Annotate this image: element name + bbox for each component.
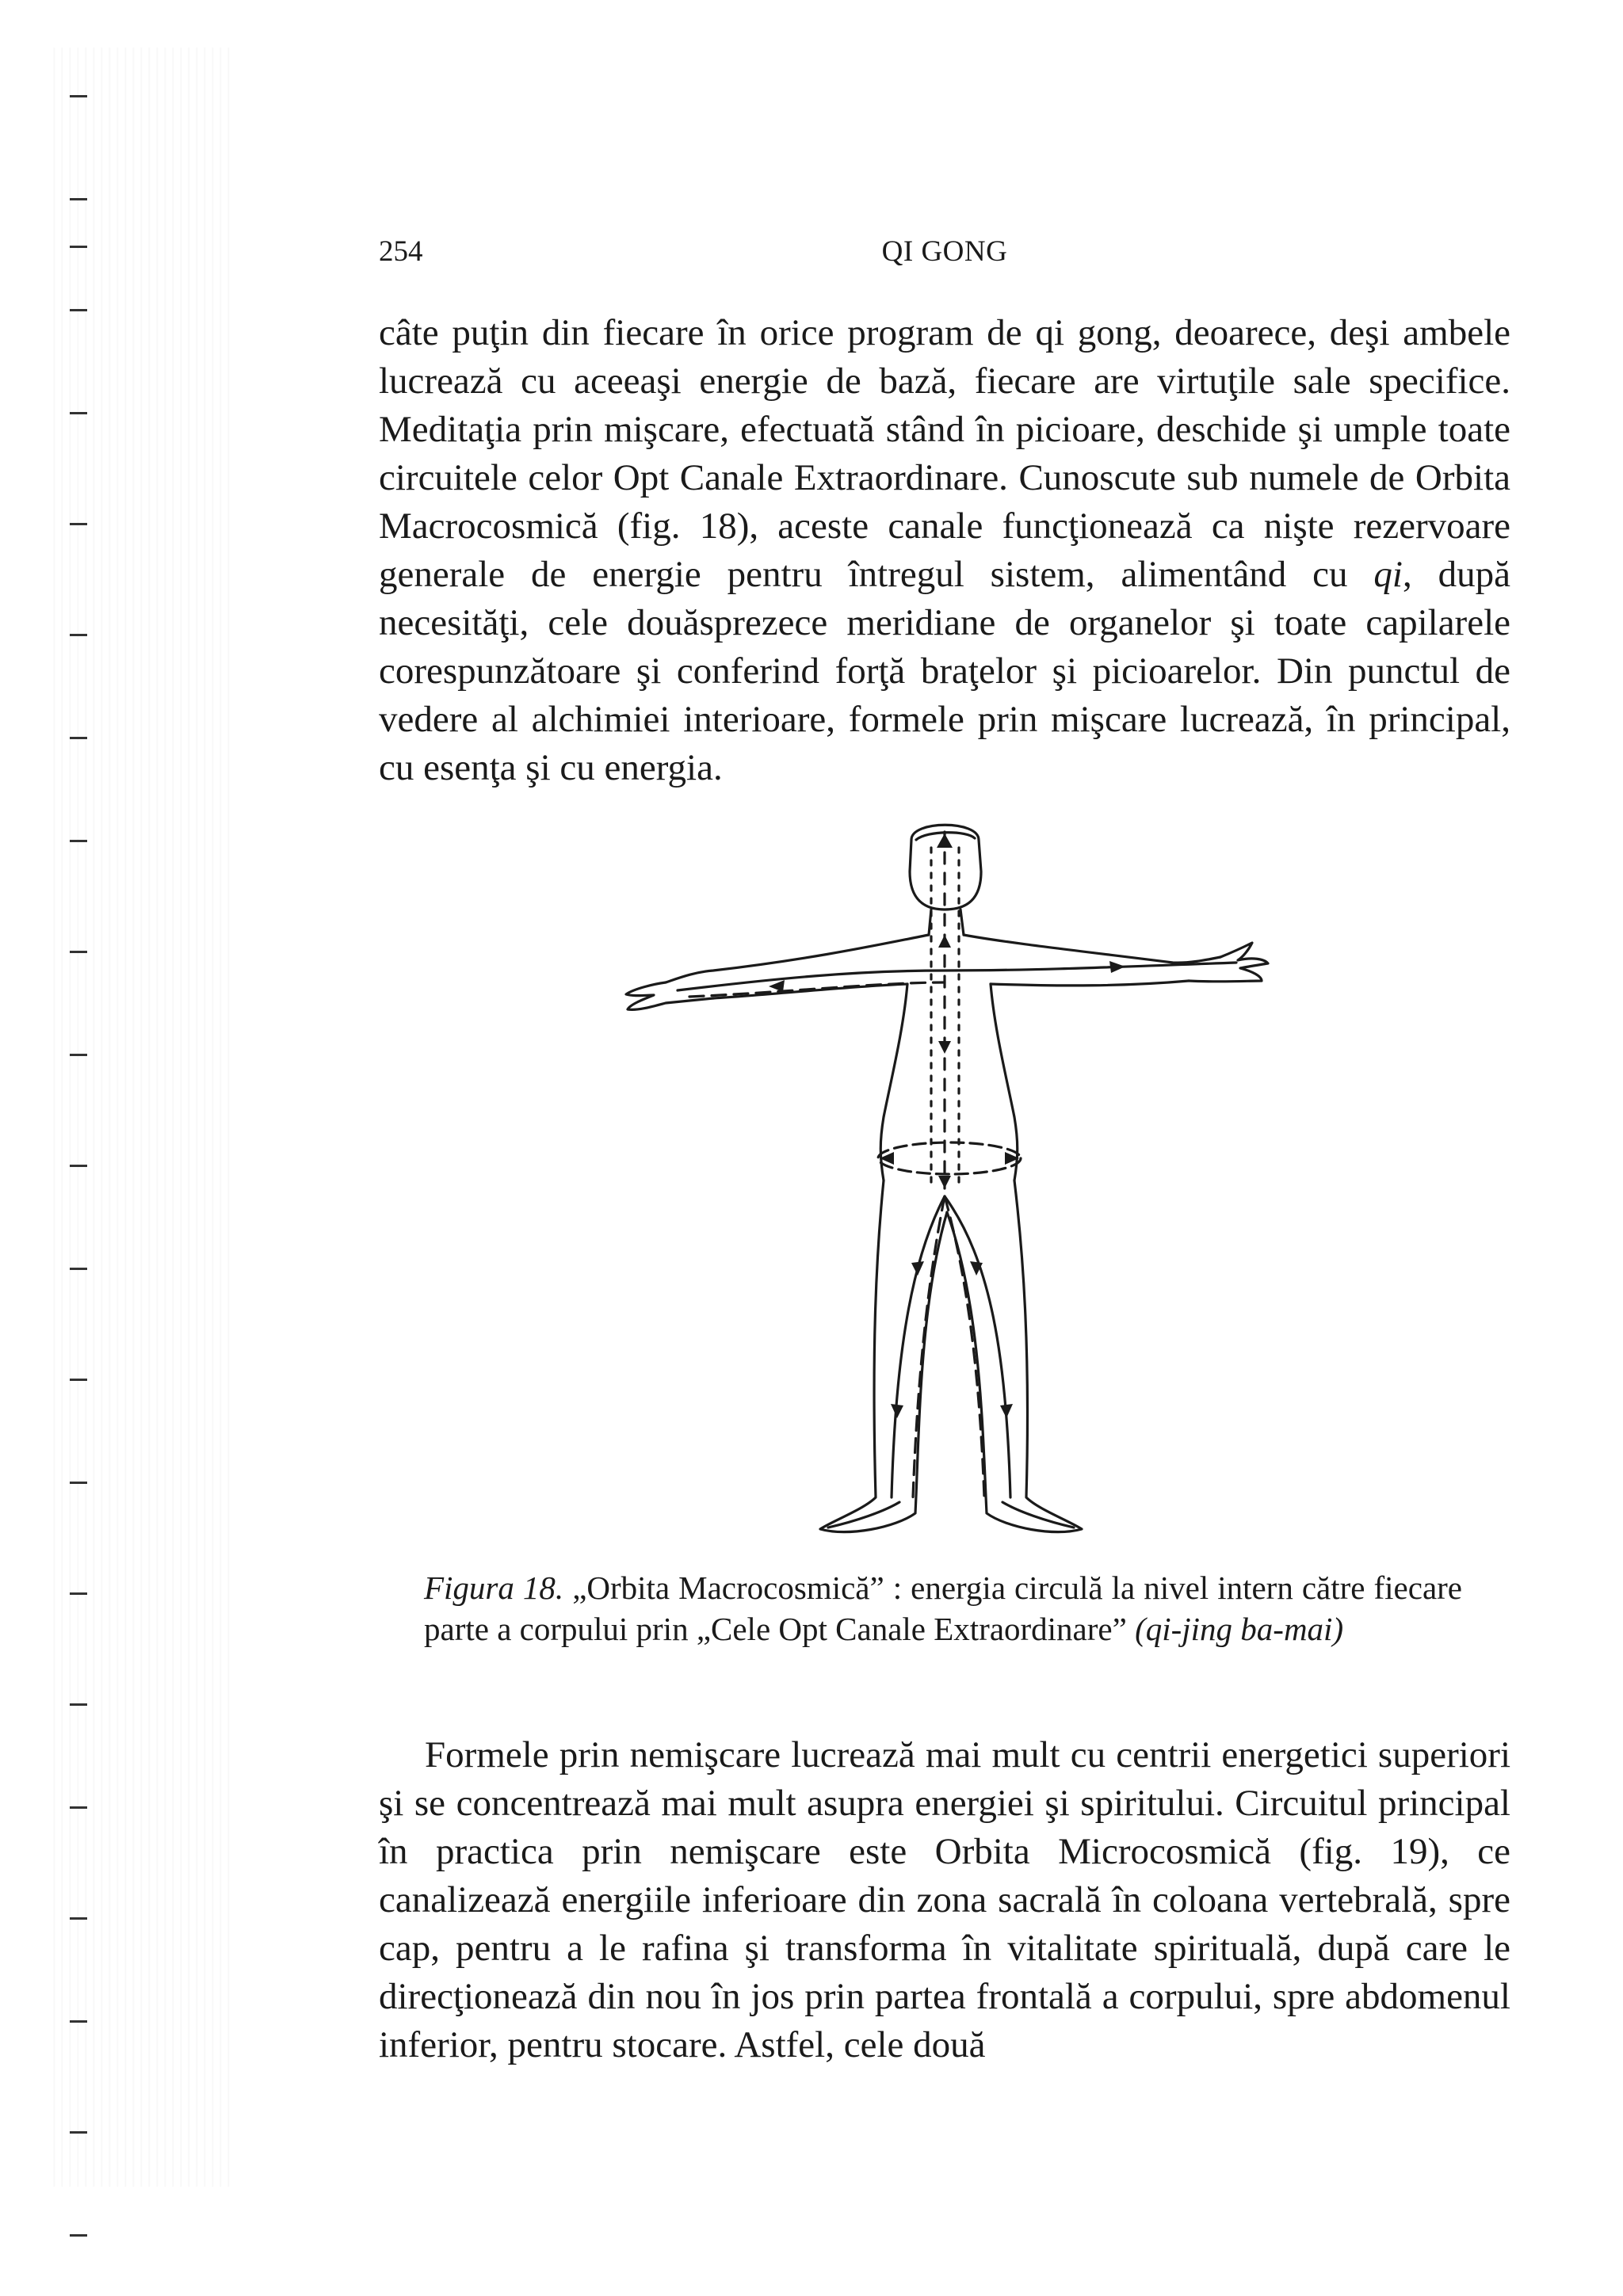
arm-channel: [678, 963, 1236, 990]
human-figure-energy-channels: [618, 816, 1276, 1545]
left-arm-lower: [713, 984, 907, 998]
arrow-right-arm: [1109, 961, 1125, 973]
margin-tick: [70, 246, 87, 248]
margin-tick: [70, 1054, 87, 1056]
margin-tick: [70, 412, 87, 414]
arrow-head-top: [937, 833, 953, 848]
figure-caption: [424, 1567, 1462, 1650]
right-arm-upper: [964, 935, 1220, 963]
arrow-left-arm: [769, 980, 785, 992]
arrowheads: [769, 833, 1125, 1418]
margin-tick: [70, 951, 87, 953]
margin-tick: [70, 737, 87, 739]
right-leg-inner-channel: [945, 1196, 984, 1497]
arrow-left-leg: [891, 1404, 903, 1418]
caption-label: Figura 18.: [424, 1569, 564, 1606]
arrow-down: [938, 1176, 951, 1188]
arrow-right-leg: [1000, 1404, 1013, 1418]
arrow-down: [938, 1041, 951, 1054]
margin-tick: [70, 1165, 87, 1167]
paragraph-text: , după necesităţi, cele douăsprezece meridiane de organelor şi toate capilarele corespunzătoare şi conferind forţă braţelor şi picioarelor. Din punctul de vedere al alchimiei interioare, formele prin mişcare lucrează, în principal, cu esenţa şi cu energia.: [379, 554, 1510, 788]
arrow-up: [938, 935, 951, 948]
body-paragraph-1: [379, 309, 1510, 792]
margin-tick: [70, 1592, 87, 1595]
margin-tick: [70, 309, 87, 311]
margin-tick: [70, 634, 87, 636]
margin-tick: [70, 198, 87, 200]
body-paragraph-2: Formele prin nemişcare lucrează mai mult cu centrii energetici superiori şi se concentrează mai mult asupra energiei şi spiritului. Circuitul principal în practica prin nemişcare este Orbita Microcosmică (fig. 19), ce canalizează energiile inferioare din zona sacrală în coloana vertebrală, spre cap, pentru a le rafina şi transforma în vitalitate spirituală, după care le direcţionează din nou în jos prin partea frontală a corpului, spre abdomenul inferior, pentru stocare. Astfel, cele două: [379, 1734, 1510, 2065]
margin-tick: [70, 2131, 87, 2134]
right-leg-channel: [945, 1196, 1010, 1497]
margin-tick: [70, 1379, 87, 1381]
margin-tick: [70, 1482, 87, 1484]
margin-tick: [70, 2234, 87, 2237]
margin-tick: [70, 840, 87, 842]
caption-text: „Orbita Macrocosmică” : energia circulă la nivel intern către fiecare parte a corpului prin „Cele Opt Canale Extraordinare”: [424, 1569, 1462, 1647]
page-number: 254: [379, 235, 423, 268]
margin-tick: [70, 2020, 87, 2023]
margin-tick: [70, 1806, 87, 1809]
margin-tick: [70, 1917, 87, 1920]
page-header: [379, 235, 1510, 274]
arrow-left-leg-up: [911, 1261, 924, 1276]
belt-channel: [878, 1142, 1021, 1174]
left-arm-upper: [666, 935, 929, 982]
margin-tick: [70, 1268, 87, 1270]
figure-illustration: [618, 816, 1276, 1545]
margin-tick: [70, 95, 87, 97]
italic-term-qi: qi: [1373, 554, 1403, 595]
margin-tick: [70, 1703, 87, 1706]
caption-term: (qi-jing ba-mai): [1135, 1611, 1344, 1647]
paragraph-text: câte puţin din fiecare în orice program de qi gong, deoarece, deşi ambele lucrează cu aceeaşi energie de bază, fiecare are virtuţile sale specifice. Meditaţia prin mişcare, efectuată stând în picioare, deschide şi umple toate circuitele celor Opt Canale Extraordinare. Cunoscute sub numele de Orbita Macrocosmică (fig. 18), aceste canale funcţionează ca nişte rezervoare generale de energie pentru întregul sistem, alimentând cu: [379, 312, 1510, 595]
scan-binding-shadow: [48, 48, 230, 2187]
right-arm-lower: [991, 981, 1189, 986]
running-title: QI GONG: [881, 235, 1008, 268]
margin-tick: [70, 523, 87, 525]
